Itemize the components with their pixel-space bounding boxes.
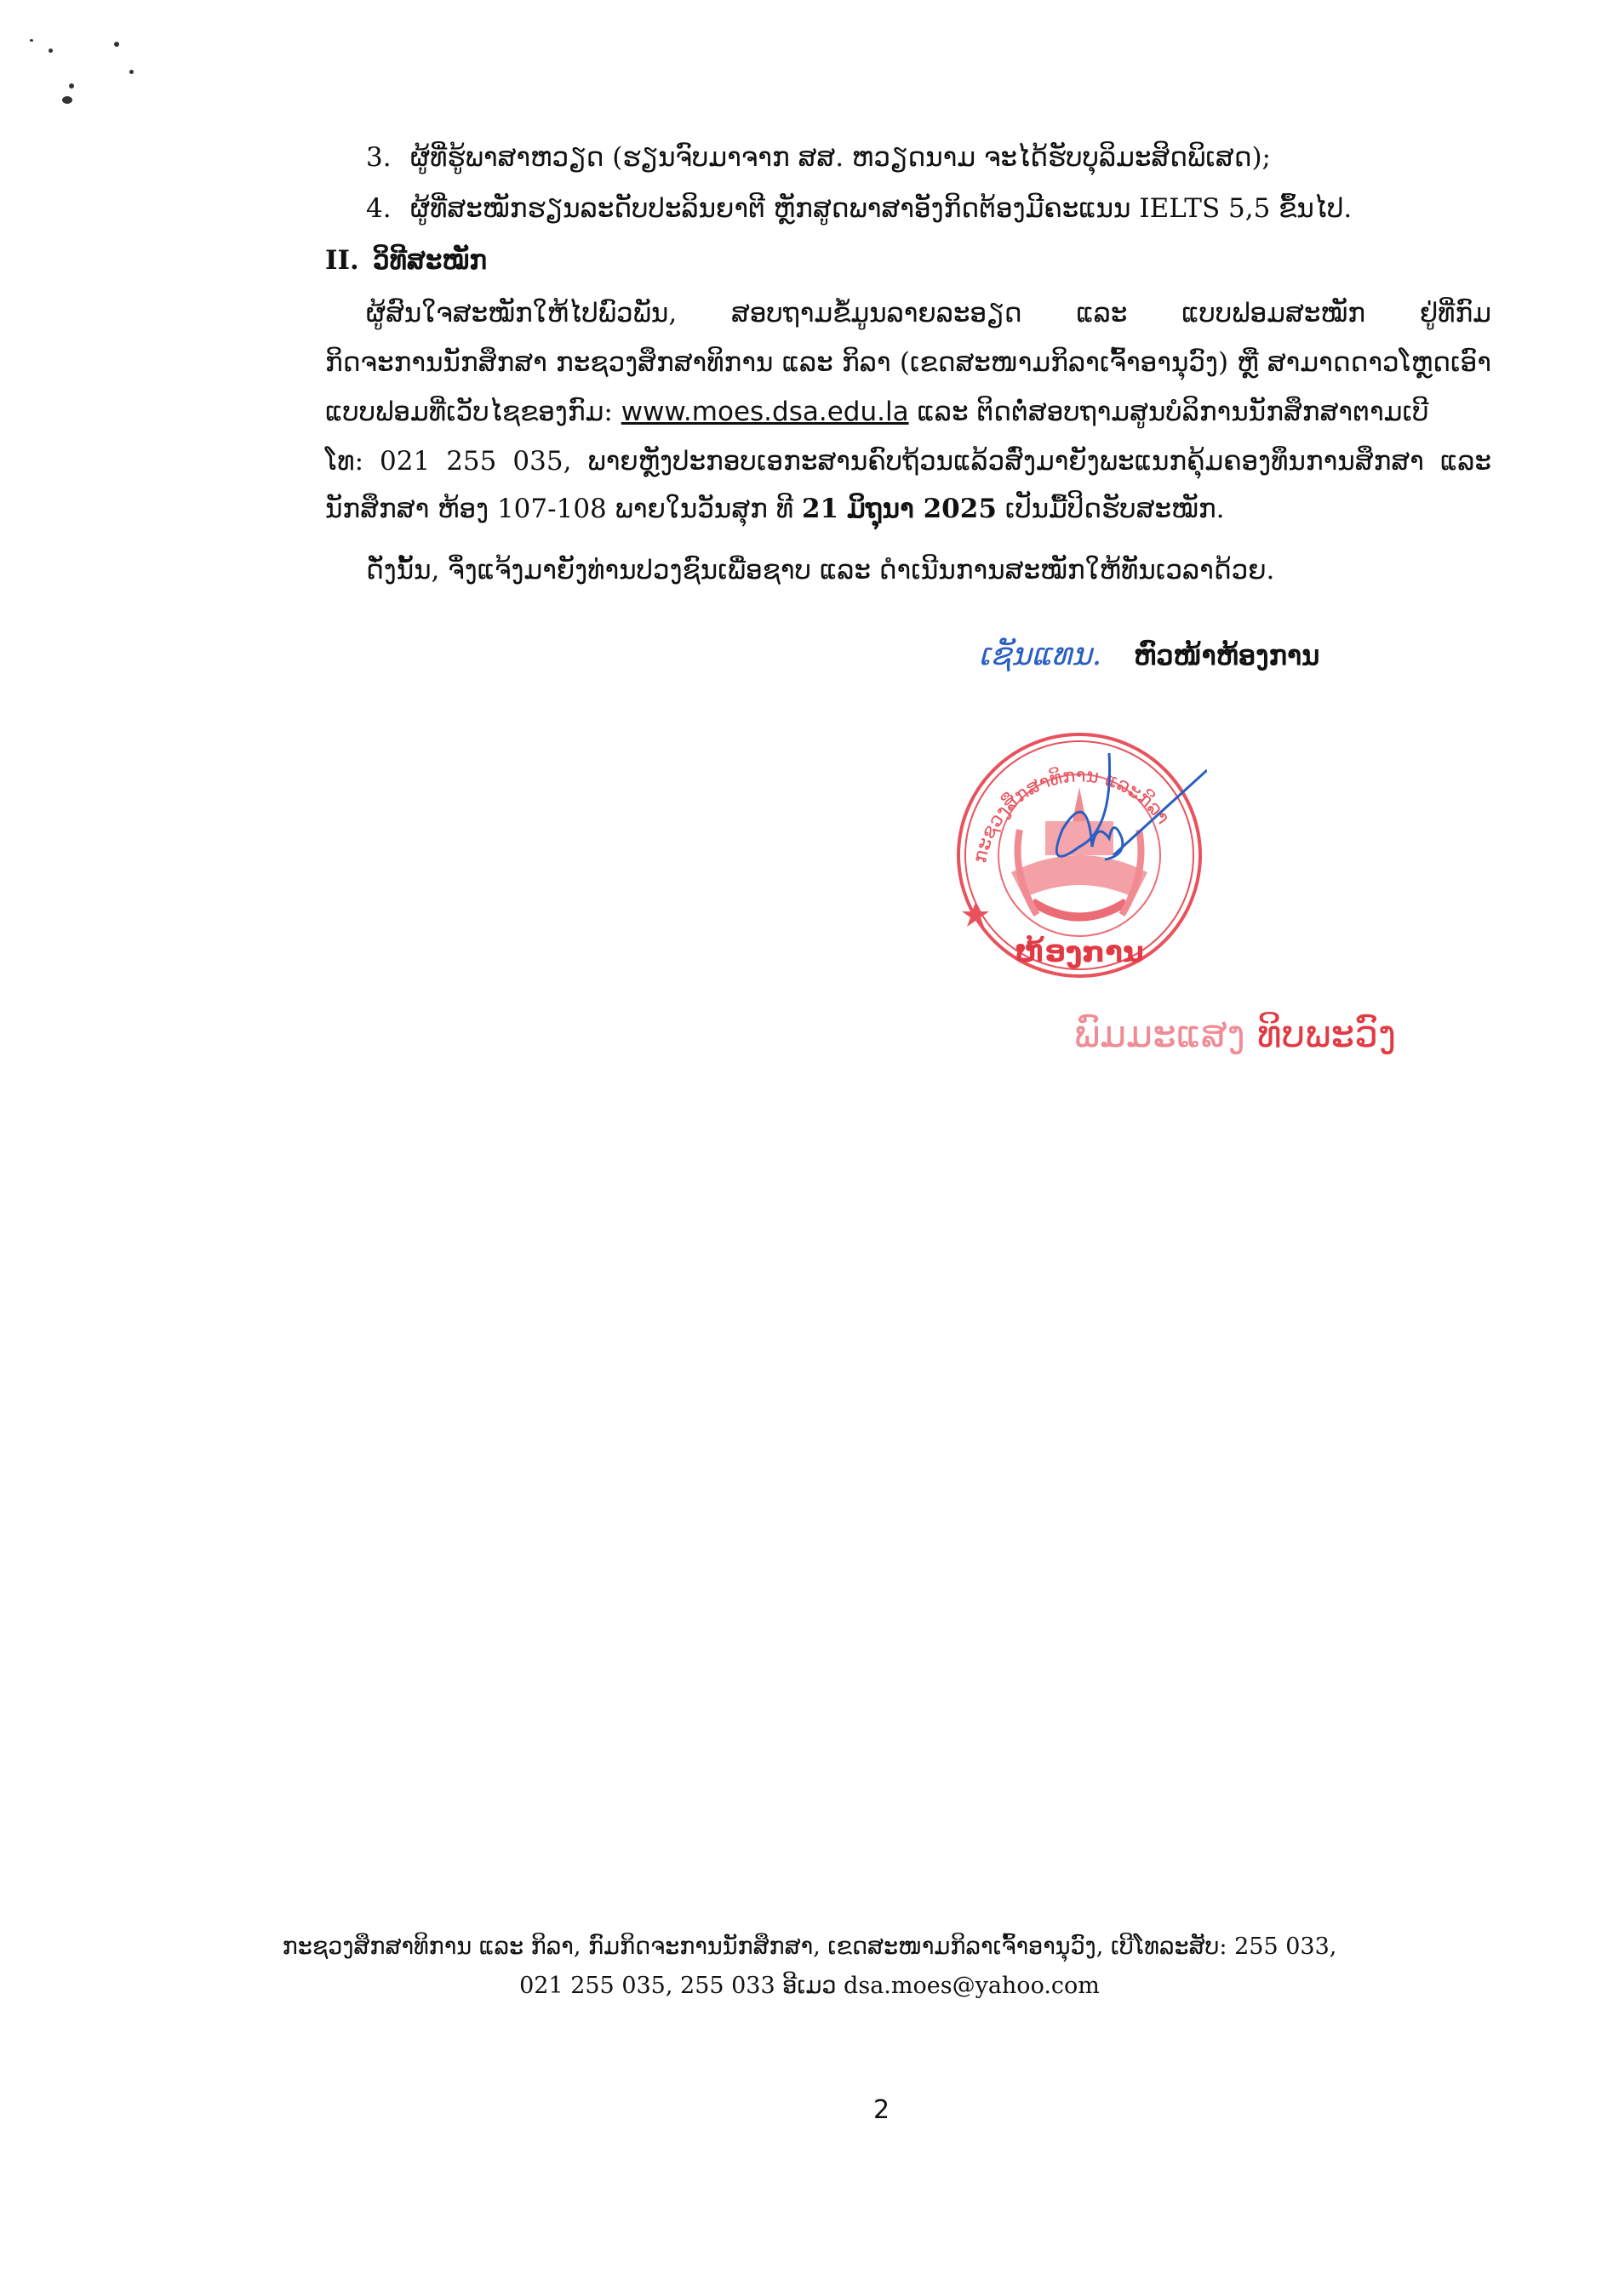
paragraph-line <box>325 494 1225 525</box>
scan-speck <box>49 49 53 53</box>
list-item-number: 4. <box>366 193 392 224</box>
scan-speck <box>129 70 134 74</box>
footer-line: 021 255 035, 255 033 ອີເມວ dsa.moes@yahoo.com <box>519 1973 1100 1999</box>
stamp-text-top: ກະຊວງສຶກສາທິການ ແລະກິລາ <box>970 765 1174 865</box>
closing-text: ດັ່ງນັ້ນ, ຈຶ່ງແຈ້ງມາຍັງທ່ານປວງຊົນເພື່ອຊາບ ແລະ ດຳເນີນການສະໝັກໃຫ້ທັນເວລາດ້ວຍ. <box>366 555 1275 585</box>
paragraph-text: ຜູ້ສົນໃຈສະໝັກໃຫ້ໄປພົວພັນ, ສອບຖາມຂໍ້ມູນລາຍລະອຽດ ແລະ ແບບຟອມສະໝັກ ຢູ່ທີ່ກົມ <box>366 298 1491 328</box>
deadline-month-year: ມິຖຸນາ 2025 <box>846 494 997 524</box>
section-number: II. <box>325 245 359 276</box>
deadline-day: 21 <box>801 494 839 524</box>
handwritten-note: ເຊັນແທນ. <box>979 637 1102 672</box>
signature-title-line <box>979 637 1319 673</box>
signatory-title: ຫົວໜ້າຫ້ອງການ <box>1134 639 1320 671</box>
paragraph-text: ໂທ: 021 255 035, ພາຍຫຼັງປະກອບເອກະສານຄົບຖ້ວນແລ້ວສົ່ງມາຍັງພະແນກຄຸ້ມຄອງທຶນການສຶກສາ ແລະ <box>325 446 1491 477</box>
scan-speck <box>114 42 119 47</box>
paragraph-line <box>366 298 1491 329</box>
official-stamp-icon <box>952 728 1207 983</box>
paragraph-text: ນັກສຶກສາ ຫ້ອງ 107-108 ພາຍໃນວັນສຸກ ທີ <box>325 494 802 524</box>
signatory-last-name: ທິບພະວົງ <box>1256 1013 1397 1056</box>
paragraph-line <box>325 446 1491 477</box>
section-heading <box>325 245 487 277</box>
paragraph-text: ແລະ ຕິດຕໍ່ສອບຖາມສູນບໍລິການນັກສຶກສາຕາມເບີ <box>908 397 1429 427</box>
paragraph-line <box>325 397 1491 428</box>
scan-speck <box>62 96 72 104</box>
list-item <box>366 193 1352 225</box>
section-title: ວິທີສະໝັກ <box>373 245 487 276</box>
paragraph-text: ແບບຟອມທີ່ເວັບໄຊຂອງກົມ: <box>325 397 621 427</box>
list-item <box>366 142 1271 174</box>
signatory-first-name: ພົມມະແສງ <box>1074 1013 1245 1056</box>
paragraph-text: ເປັນມື້ປິດຮັບສະໝັກ. <box>996 494 1225 524</box>
footer-contact <box>0 1973 1619 1999</box>
website-link[interactable]: www.moes.dsa.edu.la <box>621 397 909 427</box>
stamp-text-bottom: ຫ້ອງການ <box>1015 935 1144 969</box>
paragraph-line <box>325 347 1491 379</box>
signatory-name <box>1074 1013 1396 1056</box>
page-number: 2 <box>873 2095 890 2125</box>
scan-speck <box>30 39 33 42</box>
list-item-text: ຜູ້ທີ່ຮູ້ພາສາຫວຽດ (ຮຽນຈົບມາຈາກ ສສ. ຫວຽດນາມ ຈະໄດ້ຮັບບຸລິມະສິດພິເສດ); <box>410 142 1271 173</box>
list-item-number: 3. <box>366 142 392 173</box>
footer-address <box>0 1933 1619 1960</box>
paragraph-text: ກິດຈະການນັກສຶກສາ ກະຊວງສຶກສາທິການ ແລະ ກິລາ (ເຂດສະໜາມກິລາເຈົ້າອານຸວົງ) ຫຼື ສາມາດດາວໂຫຼດເອົາ <box>325 347 1491 378</box>
list-item-text: ຜູ້ທີ່ສະໝັກຮຽນລະດັບປະລິນຍາຕີ ຫຼັກສູດພາສາອັງກິດຕ້ອງມີຄະແນນ IELTS 5,5 ຂຶ້ນໄປ. <box>410 193 1353 224</box>
footer-line: ກະຊວງສຶກສາທິການ ແລະ ກິລາ, ກົມກິດຈະການນັກສຶກສາ, ເຂດສະໜາມກິລາເຈົ້າອານຸວົງ, ເບີໂທລະສັບ: 255 033, <box>282 1933 1337 1960</box>
closing-sentence <box>366 555 1274 586</box>
scan-speck <box>69 83 74 89</box>
